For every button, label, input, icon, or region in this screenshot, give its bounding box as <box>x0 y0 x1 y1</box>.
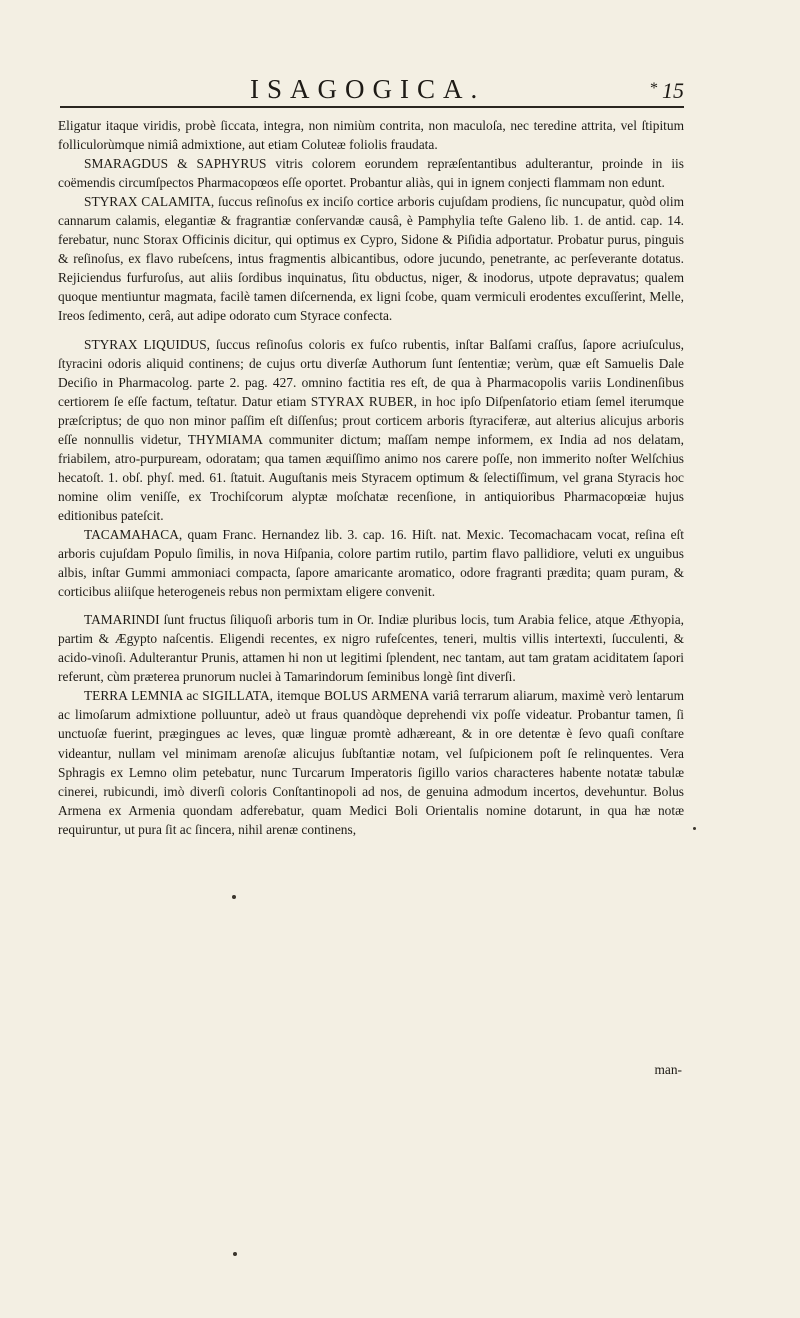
paragraph-smaragdus: SMARAGDUS & SAPHYRUS vitris colorem eorundem repræſentantibus adulterantur, proinde in iis coëmendis circumſpectos Pharmacopœos eſſe oportet. Probantur aliàs, qui in ignem conjecti flammam non edunt. <box>58 156 684 191</box>
page-number: 15 <box>662 78 684 103</box>
paragraph-styrax-liquidus: STYRAX LIQUIDUS, ſuccus reſinoſus coloris ex fuſco rubentis, inſtar Balſami craſſus, ſapore acriuſculus, ſtyracini odoris aliquid continens; de cujus ortu diverſæ Authorum ſunt ſententiæ; verùm, quæ eſt Samuelis Dale Deciſio in Pharmacolog. parte 2. pag. 427. omnino factitia res eſt, de qua à Pharmacopolis variis Londinenſibus certiorem ſe eſſe factum, teſtatur. Datur etiam STYRAX RUBER, in hoc ipſo Diſpenſatorio etiam ſemel iterumque præſcriptus; de quo non minor paſſim eſt diſſenſus; prout corticem arboris ſtyraciferæ, aut alterius alicujus arboris eſſe nonnullis videtur, THYMIAMA communiter dictum; maſſam nempe informem, ex India ad nos delatam, friabilem, atro-purpuream, odoratam; qua tamen æquiſſimo animo nos carere poſſe, non immerito noſter Welſchius hecatoſt. 1. obſ. phyſ. med. 61. ſtatuit. Auguſtanis meis Styracem optimum & ſelectiſſimum, vel grana Styracis hoc nomine olim veniſſe, ex Trochiſcorum alyptæ moſchatæ recenſione, in antiquioribus Pharmacopœiæ hujus editionibus pateſcit. <box>58 336 684 523</box>
ink-speck <box>693 827 696 830</box>
page-number-group <box>650 78 684 104</box>
ink-speck <box>233 1252 237 1256</box>
body-text <box>58 116 684 839</box>
paragraph-styrax-calamita: STYRAX CALAMITA, ſuccus reſinoſus ex inciſo cortice arboris cujuſdam prodiens, ſic nuncupatur, quòd olim cannarum calamis, elegantiæ & fragrantiæ conſervandæ causâ, è Pamphylia teſte Galeno lib. 1. de antid. cap. 14. ferebatur, nunc Storax Officinis dicitur, qui optimus ex Cypro, Sidone & Piſidia adportatur. Probatur purus, pinguis & reſinoſus, ex flavo rubeſcens, intus fragmentis albicantibus, odore jucundo, penetrante, ac perſeverante dotatus. Rejiciendus furfuroſus, aut aliis ſordibus inquinatus, ſitu obductus, niger, & inodorus, utpote depravatus; qualem quoque mentiuntur magmata, facilè tamen diſcernenda, ex ligni ſcobe, quam vermiculi erodentes excuſſerint, Melle, Ireos ſedimento, cerâ, aut adipe odorato cum Styrace confecta. <box>58 194 684 324</box>
paragraph-tacamahaca: TACAMAHACA, quam Franc. Hernandez lib. 3. cap. 16. Hiſt. nat. Mexic. Tecomachacam vocat, reſina eſt arboris cujuſdam Populo ſimilis, in nova Hiſpania, colore partim rutilo, partim flavo pallidiore, veluti ex unguibus albis, inſtar Gummi ammoniaci compacta, ſapore amaricante aromatico, odore fragranti prædita; quam puram, & corticibus aliiſque heterogeneis rebus non permixtam eligere convenit. <box>58 526 684 600</box>
catchword: man- <box>654 1062 682 1077</box>
signature-star: * <box>650 80 658 97</box>
paragraph-eligatur: Eligatur itaque viridis, probè ſiccata, integra, non nimiùm contrita, non maculoſa, nec teredine attrita, vel ſtipitum folliculorùmque nimiâ admixtione, aut etiam Coluteæ foliolis fraudata. <box>58 118 684 153</box>
running-title: ISAGOGICA. <box>250 74 486 104</box>
page-header <box>60 72 684 108</box>
paragraph-tamarindi: TAMARINDI ſunt fructus ſiliquoſi arboris tum in Or. Indiæ pluribus locis, tum Arabia felice, atque Æthyopia, partim & Ægypto naſcentis. Eligendi recentes, ex nigro rufeſcentes, teneri, multis villis intertexti, ſucculenti, & acido-vinoſi. Adulterantur Prunis, attamen hi non ut legitimi ſplendent, nec tantam, aut tam gratam aciditatem ſapori referunt, cùm præterea prunorum nuclei à Tamarindorum ſeminibus longè ſint diverſi. <box>58 612 684 685</box>
ink-speck <box>232 895 236 899</box>
paragraph-terra-lemnia: TERRA LEMNIA ac SIGILLATA, itemque BOLUS ARMENA variâ terrarum aliarum, maximè verò lentarum ac limoſarum admixtione polluuntur, adeò ut fraus quandòque deprehendi vix poſſe videatur. Probantur tamen, ſi unctuoſæ fuerint, prægingues ac leves, quæ linguæ promtè adhæreant, & in ore detentæ è ſevo quaſi conſtare videantur, nullam vel minimam arenoſæ alicujus ſubſtantiæ notam, vel ſuſpicionem poſt ſe relinquentes. Vera Sphragis ex Lemno olim petebatur, nunc Turcarum Imperatoris ſigillo varios characteres habente notatæ tabulæ cinerei, rubicundi, imò diverſi coloris Conſtantinopoli ad nos, de genuina admodum incertos, devehuntur. Bolus Armena ex Armenia quondam adferebatur, quam Medici Boli Orientalis nomine dotarunt, in qua hæ notæ requiruntur, ut pura ſit ac ſincera, nihil arenæ continens, <box>58 688 684 837</box>
